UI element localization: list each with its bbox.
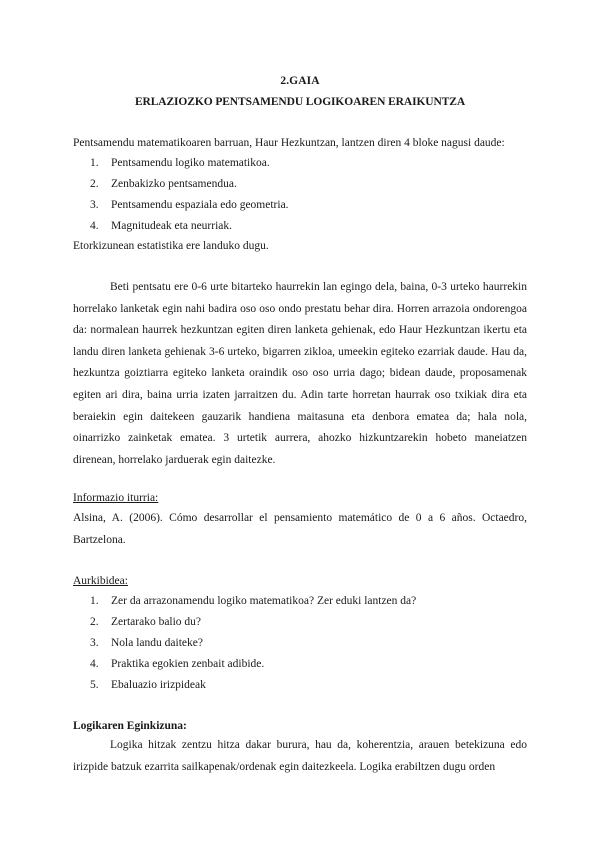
list-item: 4. Magnitudeak eta neurriak.: [90, 220, 233, 232]
list-item: 1. Pentsamendu logiko matematikoa.: [90, 157, 270, 169]
list-item: 3. Pentsamendu espaziala edo geometria.: [90, 199, 289, 211]
intro-text: Pentsamendu matematikoaren barruan, Haur Hezkuntzan, lantzen diren 4 bloke nagusi daude:: [73, 137, 505, 149]
blocks-list: [90, 156, 289, 240]
statistics-note: Etorkizunean estatistika ere landuko dugu.: [73, 240, 269, 252]
section-paragraph: Logika hitzak zentzu hitza dakar burura, hau da, koherentzia, arauen betekizuna edo irizpide batzuk ezarrita sailkapenak/ordenak egin daitezkeela. Logika erabiltzen dugu orden: [73, 739, 527, 773]
chapter-title: 2.GAIA: [280, 75, 320, 87]
chapter-subtitle: ERLAZIOZKO PENTSAMENDU LOGIKOAREN ERAIKUNTZA: [134, 96, 466, 108]
list-item: 5. Ebaluazio irizpideak: [90, 679, 206, 691]
list-item: 4. Praktika egokien zenbait adibide.: [90, 658, 265, 670]
index-heading: Aurkibidea:: [73, 575, 128, 587]
source-citation: Alsina, A. (2006). Cómo desarrollar el pensamiento matemático de 0 a 6 años. Octaedro, Bartzelona.: [73, 512, 527, 546]
list-item: 2. Zertarako balio du?: [90, 616, 202, 628]
index-list: [90, 594, 416, 699]
source-heading: Informazio iturria:: [73, 492, 159, 504]
list-item: 1. Zer da arrazonamendu logiko matematikoa? Zer eduki lantzen da?: [90, 595, 417, 607]
list-item: 2. Zenbakizko pentsamendua.: [90, 178, 237, 190]
body-paragraph: Beti pentsatu ere 0-6 urte bitarteko haurrekin lan egingo dela, baina, 0-3 urteko haurrekin horrelako lanketak egin nahi badira oso oso ondo prestatu behar dira. Horren arrazoia ondorengoa da: normalean haurrek hezkuntzan egiten diren lanketa gehienak, edo Haur Hezkuntzan ikertu eta landu diren lanketa gehienak 3-6 urteko, bigarren zikloa, umeekin egiteko ezarriak daude. Hau da, hezkuntza goiztiarra egiteko lanketa oraindik oso oso urria dago; bidean daude, proposamenak egiten ari dira, baina urria izaten jarraitzen du. Adin tarte horretan haurrak oso txikiak dira eta beraiekin egin daitekeen gauzarik handiena maitasuna eta denbora ematea da; hala nola, oinarrizko zainketak ematea. 3 urtetik aurrera, ahozko hizkuntzarekin hobeto maneiatzen direnean, horrelako jarduerak egin daitezke.: [73, 281, 527, 466]
list-item: 3. Nola landu daiteke?: [90, 637, 203, 649]
section-heading: Logikaren Eginkizuna:: [73, 720, 187, 732]
